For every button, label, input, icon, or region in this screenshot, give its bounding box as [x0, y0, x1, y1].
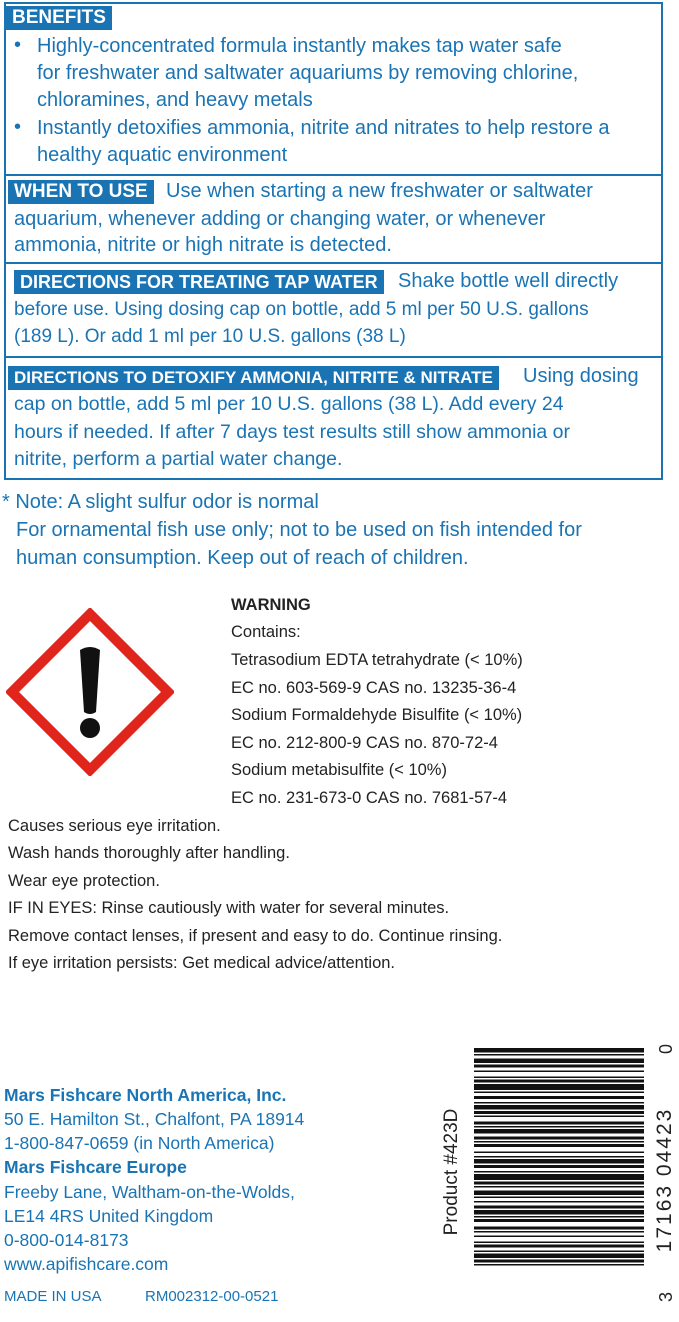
- note-text: human consumption. Keep out of reach of children.: [16, 547, 469, 569]
- barcode-bar: [474, 1236, 644, 1238]
- section-divider: [4, 356, 663, 358]
- ingredient-line: EC no. 212-800-9 CAS no. 870-72-4: [231, 734, 498, 752]
- benefit-item: healthy aquatic environment: [37, 144, 288, 166]
- barcode-bar: [474, 1245, 644, 1248]
- barcode-bar: [474, 1219, 644, 1222]
- barcode-bar: [474, 1096, 644, 1099]
- barcode-bar: [474, 1105, 644, 1110]
- when-to-use-text: aquarium, whenever adding or changing water, or whenever: [14, 208, 546, 230]
- barcode-bar: [474, 1242, 644, 1244]
- note-text: For ornamental fish use only; not to be used on fish intended for: [16, 519, 582, 541]
- exclamation-hazard-icon: [6, 608, 174, 776]
- barcode-bar: [474, 1152, 644, 1154]
- barcode-bar: [474, 1174, 644, 1180]
- barcode-bar: [474, 1182, 644, 1185]
- barcode: [474, 1046, 670, 1318]
- barcode-bar: [474, 1260, 644, 1263]
- benefit-item: chloramines, and heavy metals: [37, 89, 313, 111]
- barcode-bar: [474, 1191, 644, 1196]
- barcode-bar: [474, 1171, 644, 1173]
- barcode-bar: [474, 1197, 644, 1199]
- tap-water-text: Shake bottle well directly: [398, 270, 619, 292]
- detoxify-text: Using dosing: [523, 365, 639, 387]
- section-divider: [4, 262, 663, 264]
- company-address-eu: Freeby Lane, Waltham-on-the-Wolds,: [4, 1182, 295, 1202]
- detoxify-heading: DIRECTIONS TO DETOXIFY AMMONIA, NITRITE & NITRATE: [8, 366, 499, 390]
- tap-water-text: (189 L). Or add 1 ml per 10 U.S. gallons (38 L): [14, 326, 406, 347]
- barcode-bar: [474, 1126, 644, 1128]
- barcode-bar: [474, 1084, 644, 1090]
- barcode-bar: [474, 1251, 644, 1253]
- barcode-bar: [474, 1122, 644, 1125]
- barcode-bar: [474, 1071, 644, 1073]
- barcode-bar: [474, 1102, 644, 1104]
- company-address-eu: LE14 4RS United Kingdom: [4, 1206, 214, 1226]
- bullet-icon: •: [14, 34, 22, 56]
- barcode-bar: [474, 1077, 644, 1079]
- ingredient-line: Sodium metabisulfite (< 10%): [231, 761, 447, 779]
- hazard-statement: Wear eye protection.: [8, 872, 160, 890]
- barcode-bar: [474, 1141, 644, 1143]
- barcode-bar: [474, 1231, 644, 1233]
- barcode-bar: [474, 1116, 644, 1118]
- when-to-use-heading: WHEN TO USE: [8, 180, 154, 204]
- company-phone-na: 1-800-847-0659 (in North America): [4, 1133, 275, 1153]
- barcode-digit: 0: [656, 1043, 676, 1054]
- warning-contains: Contains:: [231, 623, 301, 641]
- when-to-use-text: Use when starting a new freshwater or saltwater: [166, 180, 593, 202]
- barcode-bar: [474, 1059, 644, 1064]
- barcode-bar: [474, 1092, 644, 1094]
- company-name-na: Mars Fishcare North America, Inc.: [4, 1085, 287, 1105]
- website-text: www.apifishcare.com: [4, 1254, 169, 1274]
- barcode-bar: [474, 1048, 644, 1053]
- hazard-statement: Wash hands thoroughly after handling.: [8, 844, 290, 862]
- benefit-item: Highly-concentrated formula instantly makes tap water safe: [37, 35, 562, 57]
- hazard-statement: Remove contact lenses, if present and easy to do. Continue rinsing.: [8, 927, 503, 945]
- barcode-bar: [474, 1206, 644, 1209]
- barcode-bar: [474, 1216, 644, 1218]
- barcode-bar: [474, 1054, 644, 1056]
- barcode-bar: [474, 1210, 644, 1215]
- barcode-bar: [474, 1111, 644, 1114]
- company-phone-eu: 0-800-014-8173: [4, 1230, 129, 1250]
- hazard-statement: If eye irritation persists: Get medical advice/attention.: [8, 954, 396, 972]
- barcode-bar: [474, 1159, 644, 1164]
- ingredient-line: Sodium Formaldehyde Bisulfite (< 10%): [231, 706, 523, 724]
- barcode-bar: [474, 1254, 644, 1259]
- barcode-bar: [474, 1129, 644, 1134]
- bullet-icon: •: [14, 116, 22, 138]
- barcode-bar: [474, 1080, 644, 1083]
- hazard-statement: IF IN EYES: Rinse cautiously with water for several minutes.: [8, 899, 450, 917]
- barcode-bar: [474, 1227, 644, 1230]
- company-name-eu: Mars Fishcare Europe: [4, 1157, 187, 1177]
- barcode-bar: [474, 1201, 644, 1203]
- barcode-bar: [474, 1165, 644, 1168]
- barcode-bar: [474, 1144, 644, 1147]
- barcode-digit: 3: [656, 1291, 676, 1302]
- ingredient-line: Tetrasodium EDTA tetrahydrate (< 10%): [231, 651, 523, 669]
- company-address-na: 50 E. Hamilton St., Chalfont, PA 18914: [4, 1109, 305, 1129]
- barcode-bar: [474, 1264, 644, 1266]
- detoxify-text: hours if needed. If after 7 days test results still show ammonia or: [14, 421, 571, 443]
- section-divider: [4, 174, 663, 176]
- hazard-statement: Causes serious eye irritation.: [8, 817, 221, 835]
- tap-water-text: before use. Using dosing cap on bottle, add 5 ml per 50 U.S. gallons: [14, 299, 589, 320]
- benefit-item: for freshwater and saltwater aquariums by removing chlorine,: [37, 62, 579, 84]
- tap-water-heading: DIRECTIONS FOR TREATING TAP WATER: [14, 270, 384, 294]
- warning-title: WARNING: [231, 596, 311, 614]
- note-text: * Note: A slight sulfur odor is normal: [2, 491, 319, 513]
- ingredient-line: EC no. 603-569-9 CAS no. 13235-36-4: [231, 679, 517, 697]
- made-in-text: MADE IN USA: [4, 1288, 102, 1305]
- benefits-heading: BENEFITS: [6, 6, 112, 30]
- product-number: Product #423D: [441, 1108, 462, 1236]
- when-to-use-text: ammonia, nitrite or high nitrate is detected.: [14, 234, 392, 256]
- ingredient-line: EC no. 231-673-0 CAS no. 7681-57-4: [231, 789, 508, 807]
- barcode-bar: [474, 1186, 644, 1188]
- lot-code-text: RM002312-00-0521: [145, 1288, 279, 1305]
- barcode-bar: [474, 1156, 644, 1158]
- benefit-item: Instantly detoxifies ammonia, nitrite and nitrates to help restore a: [37, 117, 610, 139]
- barcode-bar: [474, 1065, 644, 1068]
- barcode-digits: 17163 04423: [653, 1107, 676, 1253]
- detoxify-text: nitrite, perform a partial water change.: [14, 448, 343, 470]
- barcode-bar: [474, 1137, 644, 1140]
- detoxify-text: cap on bottle, add 5 ml per 10 U.S. gallons (38 L). Add every 24: [14, 393, 564, 415]
